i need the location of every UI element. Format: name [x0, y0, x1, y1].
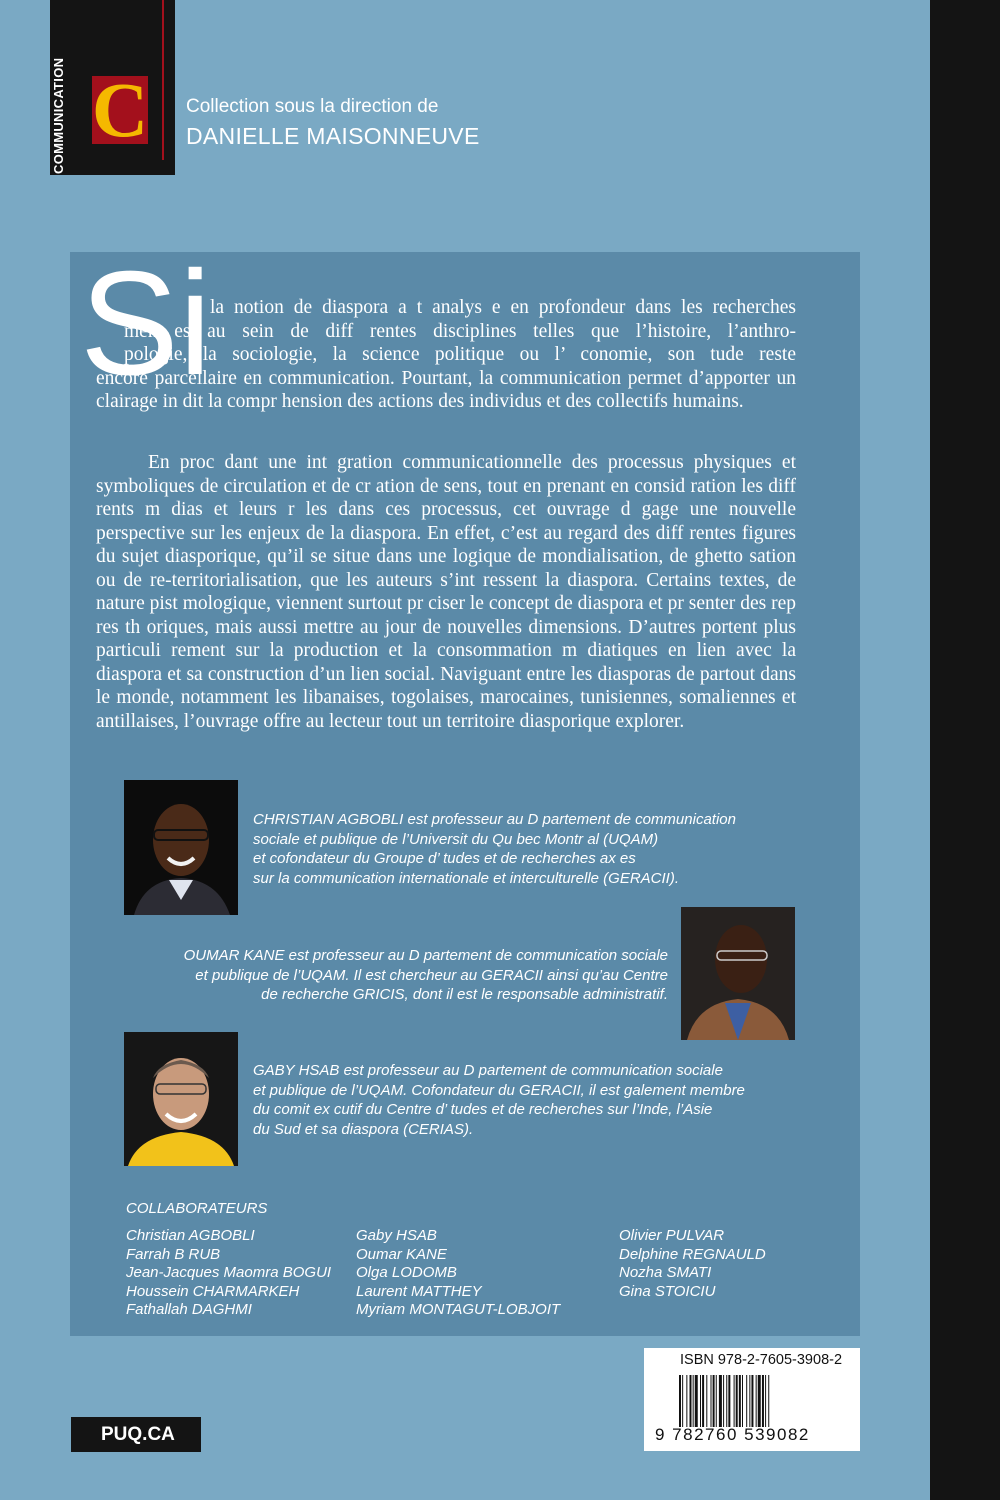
collaborator-name: Myriam MONTAGUT-LOBJOIT [356, 1301, 561, 1318]
publisher-website: PUQ.CA [71, 1417, 201, 1452]
bio-line: CHRISTIAN AGBOBLI est professeur au D partement de communication [253, 811, 736, 828]
collaborator-name: Jean-Jacques Maomra BOGUI [126, 1264, 332, 1281]
collaborators-column-2 [356, 1227, 560, 1320]
collaborator-name: Delphine REGNAULD [619, 1245, 766, 1263]
author-bio-hsab [253, 1061, 813, 1139]
p1-line-2: men es au sein de diff rentes disciplines telles que l’histoire, l’anthro- [124, 320, 796, 342]
svg-text:C: C [91, 70, 149, 150]
collaborator-name: Fathallah DAGHMI [126, 1301, 252, 1318]
barcode-bar [756, 1375, 757, 1427]
bio-line: du Sud et sa diaspora (CERIAS). [253, 1120, 474, 1138]
p1-line-1: la notion de diaspora a t analys e en profondeur dans les recherches [210, 297, 796, 318]
collaborator-name: Farrah B RUB [126, 1245, 221, 1263]
barcode-bar [711, 1375, 712, 1427]
barcode-bar [713, 1375, 715, 1427]
barcode-bar [758, 1375, 761, 1427]
barcode-bar [726, 1375, 727, 1427]
logo-rule [162, 0, 164, 160]
barcode-bar [736, 1375, 738, 1427]
collaborator-name: Oumar KANE [356, 1245, 447, 1263]
bio-line: et publique de l’UQAM. Cofondateur du GERACII, il est galement membre [253, 1081, 745, 1099]
intro-paragraph-1 [96, 296, 796, 414]
author-photo-agbobli [124, 780, 238, 915]
collaborator-name: Houssein CHARMARKEH [126, 1282, 300, 1300]
barcode-bar [716, 1375, 717, 1427]
barcode-bar [751, 1375, 753, 1427]
bio-line: GABY HSAB est professeur au D partement de communication sociale [253, 1062, 723, 1079]
barcode-bar [706, 1375, 707, 1427]
barcode-bar [746, 1375, 747, 1427]
bio-line: du comit ex cutif du Centre d’ tudes et de recherches sur l’Inde, l’Asie [253, 1101, 713, 1118]
barcode-bar [768, 1375, 769, 1427]
barcode-bar [682, 1375, 683, 1427]
barcode-bar [728, 1375, 730, 1427]
author-photo-kane [681, 907, 795, 1040]
collaborator-name: Olga LODOMB [356, 1264, 457, 1281]
bio-line: et cofondateur du Groupe d’ tudes et de recherches ax es [253, 850, 636, 867]
series-label: COMMUNICATION [51, 57, 66, 174]
barcode-bar [723, 1375, 724, 1427]
barcode-bar [695, 1375, 698, 1427]
intro-paragraph-2: En proc dant une int gration communicationnelle des processus physiques et symboliques de circulation et de cr ation de sens, tout en prenant en consid ration les diff rents m dias et leurs r les dans ces processus, cet ouvrage d gage une nouvelle perspective sur les enjeux de la diaspora. En effet, c’est au regard des diff rentes figures du sujet diasporique, qu’il se situe dans une logique de mondialisation, de ghetto sation ou de re-territorialisation, que les auteurs s’int ressent la diaspora. Certains textes, de nature pist mologique, viennent surtout pr ciser le concept de diaspora et pr senter des rep res th oriques, mais aussi mettre au jour de nouvelles dimensions. D’autres portent plus particuli rement sur la production et la consommation m diatiques en lien avec la diaspora et sa construction d’un lien social. Naviguant entre les diasporas de partout dans le monde, notamment les libanaises, togolaises, marocaines, tunisiennes, somaliennes et antillaises, l’ouvrage offre au lecteur tout un territoire diasporique explorer. [96, 452, 796, 732]
collection-line: Collection sous la direction de [186, 96, 439, 117]
p1-line-3: pologie, la sociologie, la science politique ou l’ conomie, son tude reste [124, 344, 796, 365]
collaborator-name: Gina STOICIU [619, 1282, 716, 1300]
bio-line: et publique de l’UQAM. Il est chercheur au GERACII ainsi qu’au Centre [195, 966, 668, 984]
barcode-bar [762, 1375, 764, 1427]
collaborators-column-1 [126, 1227, 331, 1320]
barcode-bar [734, 1375, 735, 1427]
drop-cap: Si [80, 241, 212, 406]
barcode-number: 9 782760 539082 [655, 1425, 810, 1444]
p1-rest: encore parcellaire en communication. Pourtant, la communication permet d’apporter un clairage in dit la compr hension des actions des individus et des collectifs humains. [96, 367, 796, 412]
barcode-bar [690, 1375, 692, 1427]
barcode-bar [700, 1375, 701, 1427]
collaborator-name: Nozha SMATI [619, 1264, 712, 1281]
bio-line: sur la communication internationale et interculturelle (GERACII). [253, 869, 680, 887]
bio-line: de recherche GRICIS, dont il est le responsable administratif. [261, 986, 668, 1003]
collaborator-name: Gaby HSAB [356, 1227, 437, 1244]
collaborator-name: Christian AGBOBLI [126, 1227, 255, 1244]
collaborator-name: Laurent MATTHEY [356, 1282, 482, 1300]
author-bio-agbobli [253, 810, 813, 888]
barcode-bar [686, 1375, 687, 1427]
collaborator-name: Olivier PULVAR [619, 1227, 725, 1244]
author-photo-hsab [124, 1032, 238, 1166]
barcode-bar [765, 1375, 766, 1427]
barcode-bar [693, 1375, 694, 1427]
author-bio-kane [140, 946, 668, 1005]
collaborators-column-3 [619, 1227, 766, 1301]
barcode-bar [742, 1375, 743, 1427]
communication-logo-icon [84, 70, 154, 150]
barcode-bar [719, 1375, 722, 1427]
barcode-bar [739, 1375, 741, 1427]
spine-edge [930, 0, 1000, 1500]
bio-line: OUMAR KANE est professeur au D partement de communication sociale [183, 947, 668, 964]
barcode-bar [749, 1375, 750, 1427]
barcode-bar [702, 1375, 704, 1427]
barcode-bar [679, 1375, 681, 1427]
isbn-label: ISBN 978-2-7605-3908-2 [680, 1352, 843, 1368]
collaborators-heading: COLLABORATEURS [126, 1200, 268, 1217]
bio-line: sociale et publique de l’Universit du Qu bec Montr al (UQAM) [253, 830, 659, 848]
collection-director: DANIELLE MAISONNEUVE [186, 123, 480, 149]
barcode-icon [679, 1375, 837, 1427]
